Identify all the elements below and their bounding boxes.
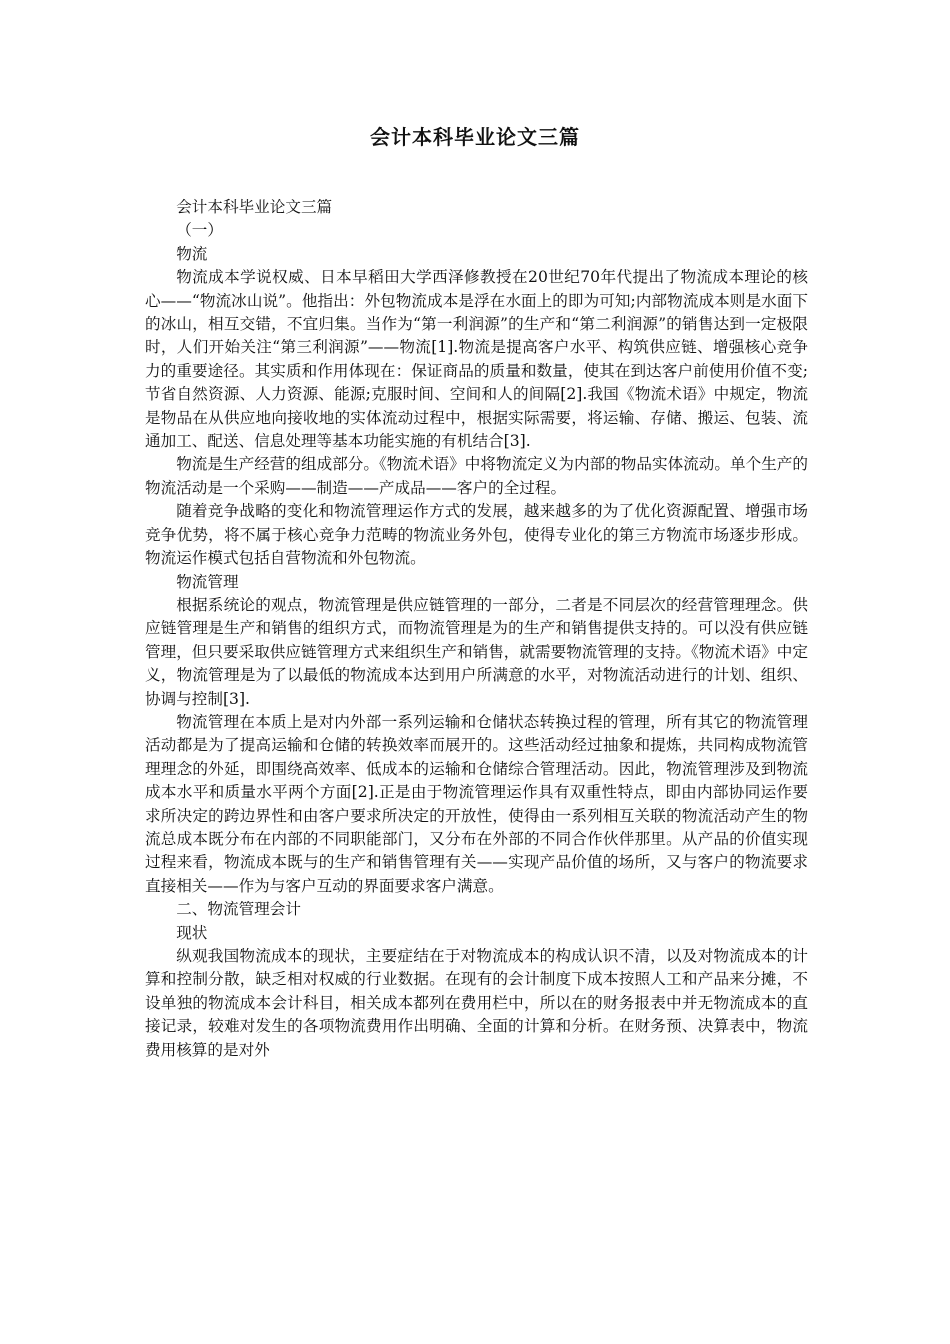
paragraph-body: 纵观我国物流成本的现状，主要症结在于对物流成本的构成认识不清，以及对物流成本的计算和控制分散，缺乏相对权威的行业数据。在现有的会计制度下成本按照人工和产品来分摊，不设单独的物流成本会计科目，相关成本都列在费用栏中，所以在的财务报表中并无物流成本的直接记录，较难对发生的各项物流费用作出明确、全面的计算和分析。在财务预、决算表中，物流费用核算的是对外 xyxy=(145,947,808,1059)
document-title: 会计本科毕业论文三篇 xyxy=(370,125,580,149)
paragraph-body: 根据系统论的观点，物流管理是供应链管理的一部分，二者是不同层次的经营管理理念。供应链管理是生产和销售的组织方式，而物流管理是为的生产和销售提供支持的。可以没有供应链管理，但只要采取供应链管理方式来组织生产和销售，就需要物流管理的支持。《物流术语》中定义，物流管理是为了以最低的物流成本达到用户所满意的水平，对物流活动进行的计划、组织、协调与控制[3]. xyxy=(145,595,808,708)
paragraph-body: 随着竞争战略的变化和物流管理运作方式的发展，越来越多的为了优化资源配置、增强市场竞争优势，将不属于核心竞争力范畴的物流业务外包，使得专业化的第三方物流市场逐步形成。物流运作模式包括自营物流和外包物流。 xyxy=(145,502,808,568)
paragraph-subtitle: 会计本科毕业论文三篇 xyxy=(176,198,333,216)
paragraph-body: 物流管理在本质上是对内外部一系列运输和仓储状态转换过程的管理，所有其它的物流管理活动都是为了提高运输和仓储的转换效率而展开的。这些活动经过抽象和提炼，共同构成物流管理理念的外延，即围绕高效率、低成本的运输和仓储综合管理活动。因此，物流管理涉及到物流成本水平和质量水平两个方面[2].正是由于物流管理运作具有双重性特点，即由内部协同运作要求所决定的跨边界性和由客户要求所决定的开放性，使得由一系列相互关联的物流活动产生的物流总成本既分布在内部的不同职能部门，又分布在外部的不同合作伙伴那里。从产品的价值实现过程来看，物流成本既与的生产和销售管理有关——实现产品价值的场所，又与客户的物流要求直接相关——作为与客户互动的界面要求客户满意。 xyxy=(145,712,808,895)
paragraph-body: 物流成本学说权威、日本早稻田大学西泽修教授在20世纪70年代提出了物流成本理论的核心——“物流冰山说”。他指出：外包物流成本是浮在水面上的即为可知;内部物流成本则是水面下的冰山，相互交错，不宜归集。当作为“第一利润源”的生产和“第二利润源”的销售达到一定极限时，人们开始关注“第三利润源”——物流[1].物流是提高客户水平、构筑供应链、增强核心竞争力的重要途径。其实质和作用体现在：保证商品的质量和数量，使其在到达客户前使用价值不变;节省自然资源、人力资源、能源;克服时间、空间和人的间隔[2].我国《物流术语》中规定，物流是物品在从供应地向接收地的实体流动过程中，根据实际需要，将运输、存储、搬运、包装、流通加工、配送、信息处理等基本功能实施的有机结合[3]. xyxy=(145,268,808,451)
paragraph-heading-section-two: 二、物流管理会计 xyxy=(176,900,301,919)
paragraph-body: 物流是生产经营的组成部分。《物流术语》中将物流定义为内部的物品实体流动。单个生产的物流活动是一个采购——制造——产成品——客户的全过程。 xyxy=(145,455,808,497)
paragraph-section-number: （一） xyxy=(176,221,223,240)
document-body xyxy=(145,196,808,1062)
paragraph-heading-logistics-management: 物流管理 xyxy=(176,572,239,591)
paragraph-heading-status: 现状 xyxy=(176,923,208,942)
paragraph-heading-logistics: 物流 xyxy=(176,244,208,263)
